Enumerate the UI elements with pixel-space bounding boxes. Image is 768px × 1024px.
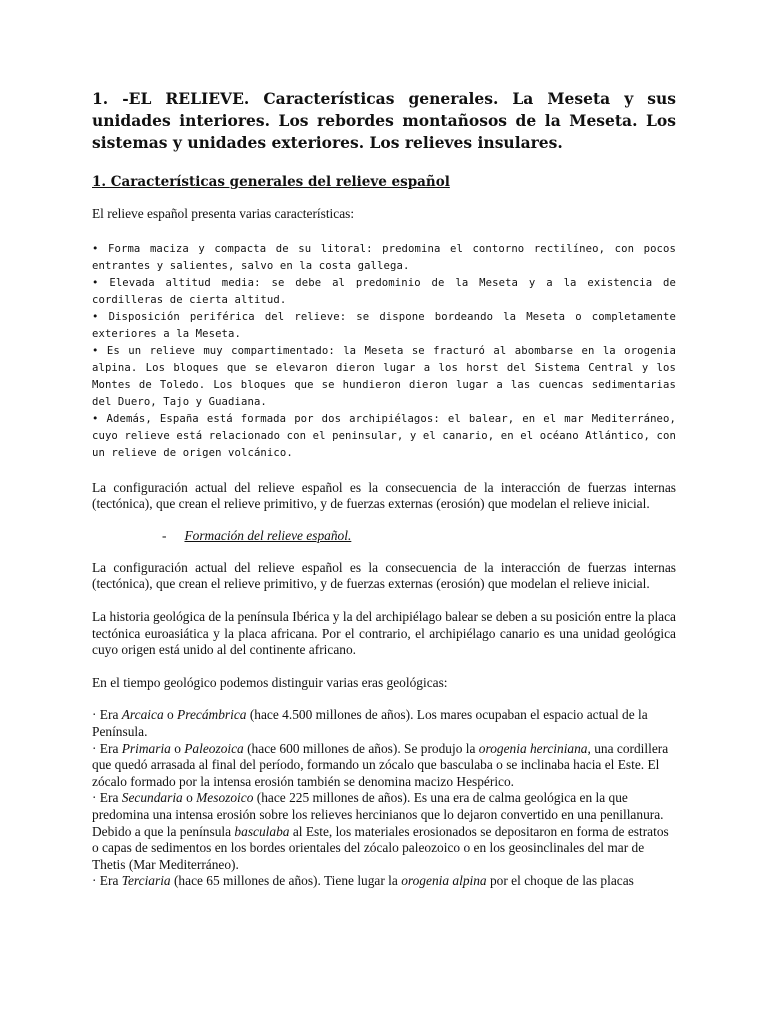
subsection-label: Formación del relieve español. xyxy=(184,527,352,543)
geological-history-paragraph: La historia geológica de la península Ibérica y la del archipiélago balear se deben a su posición entre la placa tectónica euroasiática y la placa africana. Por el contrario, el archipiélago canario es una unidad geológica cuyo origen está unido al del continente africano. xyxy=(92,608,676,658)
subsection-heading-formacion xyxy=(92,527,676,544)
document-page xyxy=(92,88,676,890)
characteristics-list xyxy=(92,241,676,462)
configuration-paragraph-repeat: La configuración actual del relieve español es la consecuencia de la interacción de fuerzas internas (tectónica), que crean el relieve primitivo, y de fuerzas externas (erosión) que modelan el relieve inicial. xyxy=(92,559,676,592)
eras-intro-paragraph: En el tiempo geológico podemos distinguir varias eras geológicas: xyxy=(92,674,448,690)
subsection-dash: - xyxy=(162,527,167,543)
list-item: • Es un relieve muy compartimentado: la Meseta se fracturó al abombarse en la orogenia alpina. Los bloques que se elevaron dieron lugar a los horst del Sistema Central y los Montes de Toledo. Los bloques que se hundieron dieron lugar a las cuencas sedimentarias del Duero, Tajo y Guadiana. xyxy=(92,344,676,408)
era-arcaica: · Era Arcaica o Precámbrica (hace 4.500 millones de años). Los mares ocupaban el espacio actual de la Península. xyxy=(92,707,648,739)
list-item: • Elevada altitud media: se debe al predominio de la Meseta y a la existencia de cordilleras de cierta altitud. xyxy=(92,276,676,306)
era-secundaria: · Era Secundaria o Mesozoico (hace 225 millones de años). Es una era de calma geológica en la que predomina una intensa erosión sobre los relieves hercinianos que lo dejaron convertido en una penillanura. Debido a que la península basculaba al Este, los materiales erosionados se depositaron en forma de estratos o capas de sedimentos en los bordes orientales del zócalo paleozoico o en los geosinclinales del mar de Thetis (Mar Mediterráneo). xyxy=(92,790,669,872)
era-terciaria: · Era Terciaria (hace 65 millones de años). Tiene lugar la orogenia alpina por el choque de las placas xyxy=(92,873,634,889)
list-item: • Además, España está formada por dos archipiélagos: el balear, en el mar Mediterráneo, cuyo relieve está relacionado con el peninsular, y el canario, en el océano Atlántico, con un relieve de origen volcánico. xyxy=(92,412,676,459)
list-item: • Forma maciza y compacta de su litoral: predomina el contorno rectilíneo, con pocos entrantes y salientes, salvo en la costa gallega. xyxy=(92,242,676,272)
eras-list xyxy=(92,707,676,890)
list-item: • Disposición periférica del relieve: se dispone bordeando la Meseta o completamente exteriores a la Meseta. xyxy=(92,310,676,340)
intro-paragraph: El relieve español presenta varias características: xyxy=(92,206,355,221)
configuration-paragraph: La configuración actual del relieve español es la consecuencia de la interacción de fuerzas internas (tectónica), que crean el relieve primitivo, y de fuerzas externas (erosión) que modelan el relieve inicial. xyxy=(92,479,676,512)
section-heading-caracteristicas: 1. Características generales del relieve español xyxy=(92,174,450,190)
era-primaria: · Era Primaria o Paleozoica (hace 600 millones de años). Se produjo la orogenia herciniana, una cordillera que quedó arrasada al final del período, formando un zócalo que basculaba o se inclinaba hacia el Este. El zócalo formado por la intensa erosión también se denomina macizo Hespérico. xyxy=(92,740,669,789)
document-title: 1. -EL RELIEVE. Características generales. La Meseta y sus unidades interiores. Los rebordes montañosos de la Meseta. Los sistemas y unidades exteriores. Los relieves insulares. xyxy=(92,89,676,152)
